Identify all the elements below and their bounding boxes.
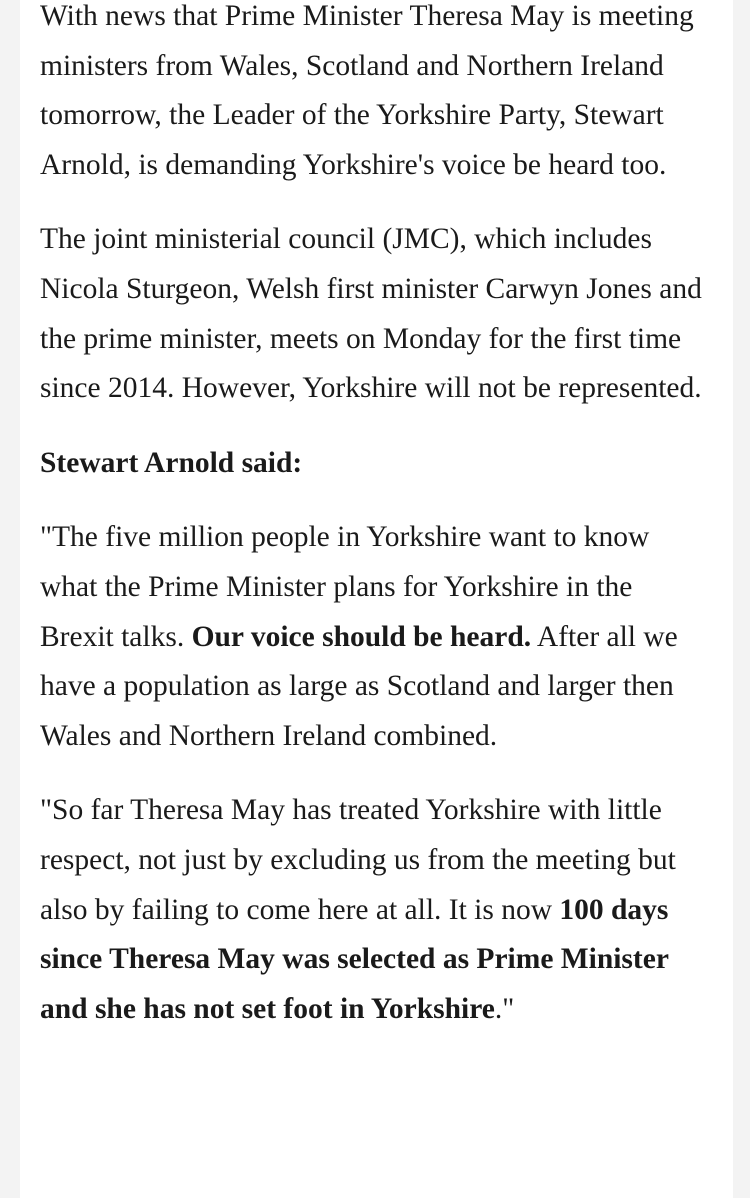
quote-heading [40,439,712,489]
article-body [40,0,712,1059]
quote-heading-text: Stewart Arnold said: [40,446,303,479]
paragraph-intro: With news that Prime Minister Theresa May is meeting ministers from Wales, Scotland and Northern Ireland tomorrow, the Leader of the Yorkshire Party, Stewart Arnold, is demanding Yorkshire's voice be heard too. [40,0,694,181]
paragraph-jmc: The joint ministerial council (JMC), which includes Nicola Sturgeon, Welsh first minister Carwyn Jones and the prime minister, meets on Monday for the first time since 2014. However, Yorkshire will not be represented. [40,223,702,405]
paragraph-quote-1 [40,513,712,761]
paragraph-quote-2 [40,786,712,1034]
quote-2-after: ." [494,992,515,1025]
quote-2-before: "So far Theresa May has treated Yorkshire with little respect, not just by excluding us from the meeting but also by failing to come here at all. It is now [40,794,676,926]
quote-1-after: After all we have a population as large as Scotland and larger then Wales and Northern Ireland combined. [40,620,678,752]
quote-1-emphasis: Our voice should be heard. [191,620,532,653]
quote-1-before: "The five million people in Yorkshire want to know what the Prime Minister plans for Yorkshire in the Brexit talks. [40,521,650,653]
article-page [20,0,733,1198]
quote-2-emphasis: 100 days since Theresa May was selected as Prime Minister and she has not set foot in Yorkshire [40,893,669,1025]
